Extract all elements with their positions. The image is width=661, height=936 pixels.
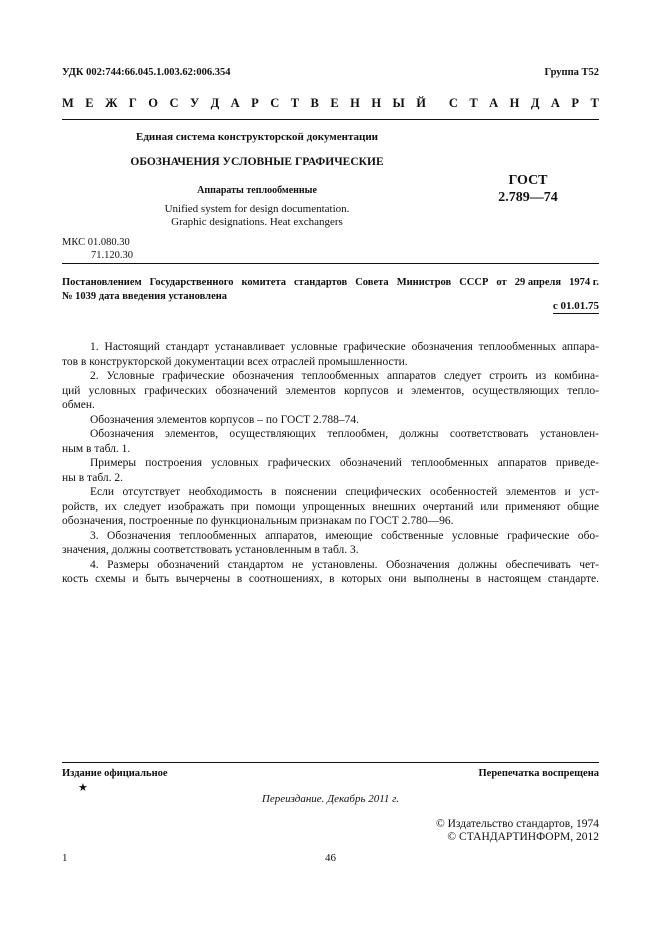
title-letter: Р (251, 96, 259, 110)
body-line: 1. Настоящий стандарт устанавливает условные графические обозначения теплообменных аппара- (90, 341, 599, 353)
title-letter: У (189, 96, 200, 110)
title-divider (62, 263, 599, 264)
body-line: обозначения, построенные по функциональным признакам по ГОСТ 2.780—96. (62, 515, 454, 527)
mks-code: 71.120.30 (91, 250, 133, 261)
title-letter: С (448, 96, 458, 110)
body-line: Если отсутствует необходимость в пояснении специфических особенностей элементов и уст- (90, 486, 599, 498)
gost-label: ГОСТ (508, 173, 548, 188)
body-line: 3. Обозначения теплообменных аппаратов, имеющие собственные условные графические обо- (90, 529, 599, 542)
title-letter: Ы (392, 96, 405, 110)
decree-word: Министров (396, 277, 452, 288)
body-line: кость схемы и быть вычерчены в соотношениях, в которых они выполнены в настоящем стандарте. (62, 573, 599, 585)
body-line: обмен. (62, 399, 95, 411)
page-number: 46 (325, 852, 336, 864)
title-letter: А (230, 96, 240, 110)
decree-line: № 1039 дата введения установлена (62, 291, 228, 302)
effective-date (553, 300, 599, 312)
english-title-line: Unified system for design documentation. (164, 203, 350, 215)
decree-word: Совета (355, 277, 389, 288)
title-letter: Т (469, 96, 478, 110)
mks-label: МКС (62, 237, 86, 248)
decree-word: от (496, 277, 507, 288)
mks-codes (62, 236, 133, 262)
decree-block (62, 276, 599, 304)
english-title-line: Graphic designations. Heat exchangers (171, 216, 343, 228)
document-subtitle: Аппараты теплообменные (197, 185, 317, 196)
copyright-block (436, 818, 599, 844)
copyright-line: © Издательство стандартов, 1974 (435, 818, 599, 830)
reprint-ban: Перепечатка воспрещена (478, 768, 599, 779)
title-letter: В (310, 96, 319, 110)
body-line: Примеры построения условных графических обозначений теплообменных аппаратов приведе- (90, 457, 599, 469)
body-line: 2. Условные графические обозначения теплообменных аппаратов следует строить из комбина- (90, 370, 599, 382)
title-letter: Е (85, 96, 94, 110)
document-title: ОБОЗНАЧЕНИЯ УСЛОВНЫЕ ГРАФИЧЕСКИЕ (130, 156, 384, 168)
body-line: 4. Размеры обозначений стандартом не установлены. Обозначения должны обеспечивать чет- (90, 558, 599, 571)
header-divider (62, 119, 599, 120)
footer-divider (62, 762, 599, 763)
decree-word: 29 апреля (514, 277, 562, 288)
reissue-note: Переиздание. Декабрь 2011 г. (261, 793, 400, 805)
gost-number: 2.789—74 (498, 190, 558, 205)
decree-word: Государственного (149, 277, 234, 288)
system-name: Единая система конструкторской документации (136, 131, 378, 143)
decree-word: 1974 г. (569, 277, 599, 288)
title-letter: Т (290, 96, 300, 110)
group-code: Группа Т52 (544, 67, 599, 78)
title-letter: Д (530, 96, 540, 110)
title-letter: М (62, 96, 74, 110)
body-line: Обозначения элементов, осуществляющих теплообмен, должны соответствовать установлен- (90, 428, 599, 440)
title-letter: О (148, 96, 159, 110)
title-letter: Д (210, 96, 220, 110)
body-line: ций условных графических обозначений элементов корпусов и элементов, осуществляющих тепло- (62, 384, 599, 397)
body-line: значения, должны соответствовать установленным в табл. 3. (62, 544, 359, 556)
title-letter: Е (330, 96, 339, 110)
title-letter: Ж (105, 96, 118, 110)
udk-code: УДК 002:744:66.045.1.003.62:006.354 (62, 67, 231, 78)
decree-word: комитета (241, 277, 286, 288)
decree-word: Постановлением (62, 277, 142, 288)
decree-word: СССР (459, 277, 489, 288)
title-letter: С (270, 96, 280, 110)
body-line: ройств, их следует изображать при помощи упрощенных внешних очертаний или применяют общие (62, 500, 599, 513)
mks-code: 01.080.30 (87, 237, 130, 248)
body-line: ны в табл. 2. (62, 471, 124, 484)
effective-date-value: с 01.01.75 (552, 300, 599, 312)
english-title (62, 203, 452, 229)
decree-word: стандартов (294, 277, 348, 288)
title-letter: Р (571, 96, 580, 110)
title-letter: Н (509, 96, 520, 110)
body-line: Обозначения элементов корпусов – по ГОСТ 2.788–74. (90, 413, 359, 426)
gost-designation (480, 172, 576, 206)
copyright-line: © СТАНДАРТИНФОРМ, 2012 (447, 831, 599, 843)
standard-title (62, 96, 599, 111)
title-letter: Н (350, 96, 360, 110)
title-letter: Й (416, 96, 426, 110)
decree-line (62, 276, 599, 290)
title-letter: Н (371, 96, 382, 110)
title-letter: Г (128, 96, 137, 110)
title-letter: А (489, 96, 499, 110)
body-line: ным в табл. 1. (62, 442, 131, 455)
edition-label: Издание официальное (62, 768, 168, 779)
title-letter: С (169, 96, 179, 110)
star-icon: ★ (78, 782, 88, 794)
body-line: тов в конструкторской документации всех отраслей промышленности. (62, 355, 408, 368)
title-letter: А (550, 96, 560, 110)
body-text (62, 340, 599, 587)
title-letter: Т (590, 96, 599, 110)
page-marker: 1 (62, 852, 68, 864)
